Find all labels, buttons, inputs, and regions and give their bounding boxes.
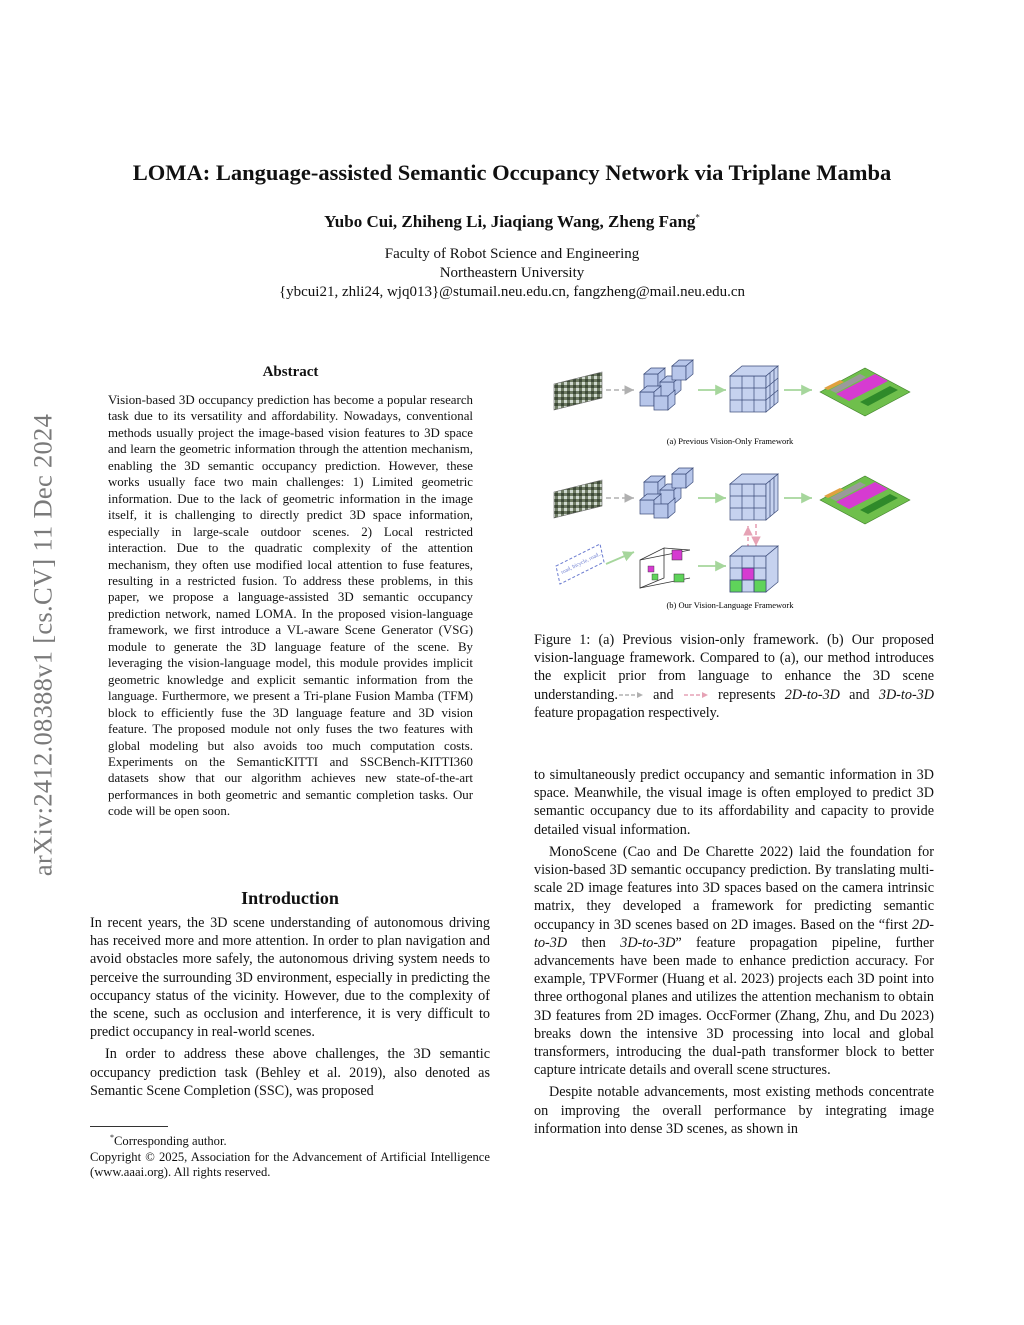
- footnote-rule: [90, 1126, 168, 1127]
- footnote-mark: *: [110, 1133, 114, 1142]
- caption-end: feature propagation respectively.: [534, 704, 720, 721]
- affiliation-faculty: Faculty of Robot Science and Engineering: [384, 246, 640, 262]
- input-image-a: [554, 372, 602, 410]
- author-emails: {ybcui21, zhli24, wjq013}@stumail.neu.edu.cn, fangzheng@mail.neu.edu.cn: [278, 284, 746, 300]
- left-column-body: [90, 914, 490, 1100]
- right-column-body: [534, 766, 934, 1138]
- arrow-green-lang: [606, 552, 634, 564]
- caption-2d-to-3d: 2D-to-3D: [784, 686, 840, 703]
- figure-1-caption: [534, 631, 934, 722]
- caption-and: and: [653, 686, 674, 703]
- sparse-voxel-a: [640, 360, 693, 410]
- footnote-corresponding-text: Corresponding author.: [114, 1134, 227, 1149]
- dense-voxel-b: [730, 474, 778, 520]
- figure-subcaption-b: (b) Our Vision-Language Framework: [666, 600, 794, 610]
- arxiv-sidebar: [22, 350, 64, 940]
- right-paragraph-1: to simultaneously predict occupancy and semantic information in 3D space. Meanwhile, the visual image is often employed to predict 3D semantic occupancy due to its affordability and capacity to provide detailed visual information.: [534, 767, 934, 838]
- abstract-text: Vision-based 3D occupancy prediction has become a popular research task due to its versatility and affordability. Nowadays, conventional methods usually project the image-based vision features to 3D space and learn the geometric information through the attention mechanism, enabling the 3D semantic occupancy prediction. However, these works usually face two main challenges: 1) Limited geometric information. Due to the lack of geometric information in the image itself, it is challenging to directly predict 3D space information, especially in large-scale outdoor scenes. 2) Local restricted interaction. Due to the quadratic complexity of the attention mechanism, they often use modified local attention to fuse features, resulting in a restricted fusion. To address these problems, in this paper, we propose a language-assisted 3D semantic occupancy prediction network, named LOMA. In the proposed vision-language framework, we first introduce a VL-aware Scene Generator (VSG) module to generate the 3D language feature of the scene. By leveraging the vision-language model, this module provides implicit geometric knowledge and explicit semantic information from the language. Furthermore, we present a Tri-plane Fusion Mamba (TFM) block to efficiently fuse the 3D language feature and 3D vision feature. The proposed module not only fuses the two features with global modeling but also avoids too much computation costs. Experiments on the SemanticKITTI and SSCBench-KITTI360 datasets show that our algorithm achieves new state-of-the-art performances in both geometric and semantic completion tasks. Our code will be open soon.: [108, 393, 473, 819]
- language-tag-text: road, bicycle, road...: [560, 550, 604, 576]
- right-paragraph-2-i1: 2D-to-3D: [534, 916, 935, 951]
- paper-title: LOMA: Language-assisted Semantic Occupancy Network via Triplane Mamba: [132, 160, 892, 185]
- right-paragraph-2a: MonoScene (Cao and De Charette 2022) laid the foundation for vision-based 3D semantic occupancy prediction. By translating multi-scale 2D image features into 3D spaces based on the camera intrinsic matrix, they developed a framework for predicting semantic occupancy in 3D scenes based on 2D images. Based on the “first: [534, 843, 934, 933]
- affiliation-block: [0, 245, 1024, 302]
- right-paragraph-2b: then: [581, 934, 606, 951]
- author-list: [0, 212, 1024, 232]
- right-paragraph-2c: ” feature propagation pipeline, further advancements have been made to enhance prediction accuracy. For example, TPVFormer (Huang et al. 2023) projects each 3D point into three orthogonal planes and utilizes the attention mechanism to obtain 3D features from 2D images. OccFormer (Zhang, Zhu, and Du 2023) breaks down the intensive 3D processing into local and global transformers, introducing the dual-path transformer block to better capture intricate details and overall scene structures.: [534, 934, 935, 1079]
- input-image-b: [554, 480, 602, 518]
- triplane-projection: [640, 548, 690, 588]
- caption-main: Figure 1: (a) Previous vision-only framework. (b) Our proposed vision-language framework. Compared to (a), our method introduces the explicit prior from language to enhance the 3D scene understanding.: [534, 632, 934, 703]
- right-paragraph-2-i2: 3D-to-3D: [620, 934, 676, 951]
- caption-and-2: and: [849, 686, 870, 703]
- intro-paragraph-1: In recent years, the 3D scene understanding of autonomous driving has received more and more attention. In order to plan navigation and avoid obstacles more safely, the autonomous driving system needs to perceive the surrounding 3D environment, especially in predicting the occupancy status of the vicinity. However, due to the complexity of the scene, such as occlusion and interference, it is very difficult to predict occupancy in real-world scenes.: [90, 915, 490, 1041]
- introduction-heading: Introduction: [241, 888, 339, 908]
- caption-3d-to-3d: 3D-to-3D: [878, 686, 935, 703]
- footnote-corresponding: [90, 1130, 490, 1150]
- intro-paragraph-2: In order to address these above challenges, the 3D semantic occupancy prediction task (Behley et al. 2019), also denoted as Semantic Scene Completion (SSC), was proposed: [90, 1046, 490, 1099]
- figure-subcaption-a: (a) Previous Vision-Only Framework: [666, 436, 794, 446]
- author-names: Yubo Cui, Zhiheng Li, Jiaqiang Wang, Zheng Fang: [324, 212, 696, 231]
- dense-voxel-a: [730, 366, 778, 412]
- sparse-voxel-b: [640, 468, 693, 518]
- arxiv-identifier: arXiv:2412.08388v1 [cs.CV] 11 Dec 2024: [27, 413, 58, 877]
- figure-1: [540, 352, 930, 616]
- legend-pink-arrow: [683, 690, 709, 700]
- semantic-scene-b: [820, 476, 910, 524]
- corresponding-mark: *: [695, 212, 700, 223]
- right-paragraph-3: Despite notable advancements, most existing methods concentrate on improving the overall performance by integrating image information into dense 3D scenes, as shown in: [534, 1084, 934, 1137]
- legend-gray-arrow: [618, 690, 644, 700]
- abstract-heading: Abstract: [262, 364, 319, 380]
- right-paragraph-2: [534, 843, 934, 1080]
- language-text-box: [556, 544, 604, 584]
- caption-represents: represents: [718, 686, 776, 703]
- affiliation-university: Northeastern University: [439, 265, 585, 281]
- footnote-copyright: Copyright © 2025, Association for the Advancement of Artificial Intelligence (www.aaai.org). All rights reserved.: [90, 1149, 490, 1179]
- language-voxel: [730, 546, 778, 592]
- semantic-scene-a: [820, 368, 910, 416]
- footnote: [90, 1130, 490, 1180]
